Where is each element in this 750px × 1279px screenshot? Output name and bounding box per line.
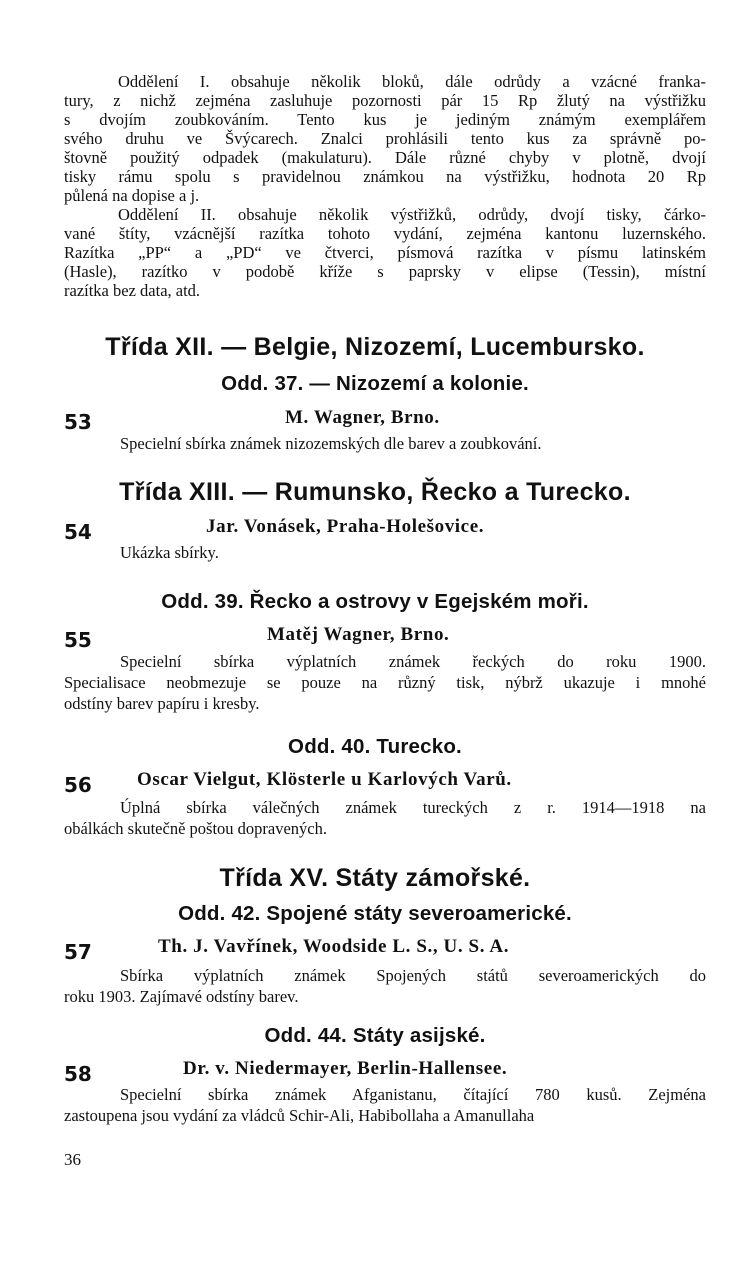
text-line: s dvojím zoubkováním. Tento kus je jediným známým exemplářem (64, 110, 706, 129)
entry-description (64, 1084, 706, 1126)
intro-paragraph-2 (64, 205, 706, 300)
exhibitor-name: Oscar Vielgut, Klösterle u Karlových Varů. (137, 769, 512, 790)
text-line: Specielní sbírka výplatních známek řeckých do roku 1900. (120, 652, 706, 671)
section-heading-odd-42: Odd. 42. Spojené státy severoamerické. (178, 902, 572, 925)
exhibitor-name: Matěj Wagner, Brno. (267, 624, 450, 645)
text-line: Specielní sbírka známek nizozemských dle barev a zoubkování. (120, 434, 542, 453)
exhibitor-name: Jar. Vonásek, Praha-Holešovice. (206, 516, 485, 537)
entry-number: 56 (64, 773, 92, 797)
section-heading-odd-40: Odd. 40. Turecko. (288, 735, 462, 758)
text-line: Oddělení II. obsahuje několik výstřižků, odrůdy, dvojí tisky, čárko- (118, 205, 706, 224)
class-heading-xv: Třída XV. Státy zámořské. (219, 864, 531, 892)
exhibitor-name: M. Wagner, Brno. (285, 407, 440, 428)
text-line: Ukázka sbírky. (120, 543, 219, 562)
exhibitor-name: Dr. v. Niedermayer, Berlin-Hallensee. (183, 1058, 508, 1079)
section-heading-odd-37: Odd. 37. — Nizozemí a kolonie. (221, 372, 529, 395)
section-heading-odd-39: Odd. 39. Řecko a ostrovy v Egejském moři. (161, 590, 589, 613)
entry-description (64, 433, 706, 454)
text-line: razítka bez data, atd. (64, 281, 201, 300)
text-line: štovně použitý odpadek (makulaturu). Dále různé chyby v plotně, dvojí (64, 148, 706, 167)
text-line: Specialisace neobmezuje se pouze na různý tisk, nýbrž ukazuje i mnohé (64, 673, 706, 692)
class-heading-xiii: Třída XIII. — Rumunsko, Řecko a Turecko. (119, 478, 631, 506)
page-number: 36 (64, 1150, 81, 1169)
text-line: (Hasle), razítko v podobě kříže s paprsky v elipse (Tessin), místní (64, 262, 706, 281)
text-line: svého druhu ve Švýcarech. Znalci prohlásili tento kus za správně po- (64, 129, 706, 148)
entry-description (64, 797, 706, 839)
text-line: zastoupena jsou vydání za vládců Schir-Ali, Habibollaha a Amanullaha (64, 1106, 535, 1125)
text-line: roku 1903. Zajímavé odstíny barev. (64, 987, 299, 1006)
text-line: obálkách skutečně poštou dopravených. (64, 819, 328, 838)
text-line: tury, z nichž zejména zasluhuje pozornosti pár 15 Rp žlutý na výstřižku (64, 91, 706, 110)
entry-number: 54 (64, 520, 92, 544)
section-heading-odd-44: Odd. 44. Státy asijské. (264, 1024, 486, 1047)
text-line: půlená na dopise a j. (64, 186, 200, 205)
class-heading-xii: Třída XII. — Belgie, Nizozemí, Lucembursko. (105, 333, 645, 361)
intro-paragraph-1 (64, 72, 706, 205)
text-line: tisky rámu spolu s pravidelnou známkou na výstřižku, hodnota 20 Rp (64, 167, 706, 186)
entry-number: 58 (64, 1062, 92, 1086)
entry-description (64, 651, 706, 714)
entry-number: 55 (64, 628, 92, 652)
entry-number: 53 (64, 410, 92, 434)
text-line: Sbírka výplatních známek Spojených států severoamerických do (120, 966, 706, 985)
text-line: odstíny barev papíru i kresby. (64, 694, 260, 713)
text-line: Úplná sbírka válečných známek tureckých z r. 1914—1918 na (120, 798, 706, 817)
entry-number: 57 (64, 940, 92, 964)
text-line: Oddělení I. obsahuje několik bloků, dále odrůdy a vzácné franka- (118, 72, 706, 91)
exhibitor-name: Th. J. Vavřínek, Woodside L. S., U. S. A. (158, 936, 510, 957)
text-line: vané štíty, vzácnější razítka tohoto vydání, zejména kantonu luzernského. (64, 224, 706, 243)
text-line: Specielní sbírka známek Afganistanu, čítající 780 kusů. Zejména (120, 1085, 706, 1104)
text-line: Razítka „PP“ a „PD“ ve čtverci, písmová razítka v písmu latinském (64, 243, 706, 262)
entry-description (64, 542, 706, 563)
entry-description (64, 965, 706, 1007)
